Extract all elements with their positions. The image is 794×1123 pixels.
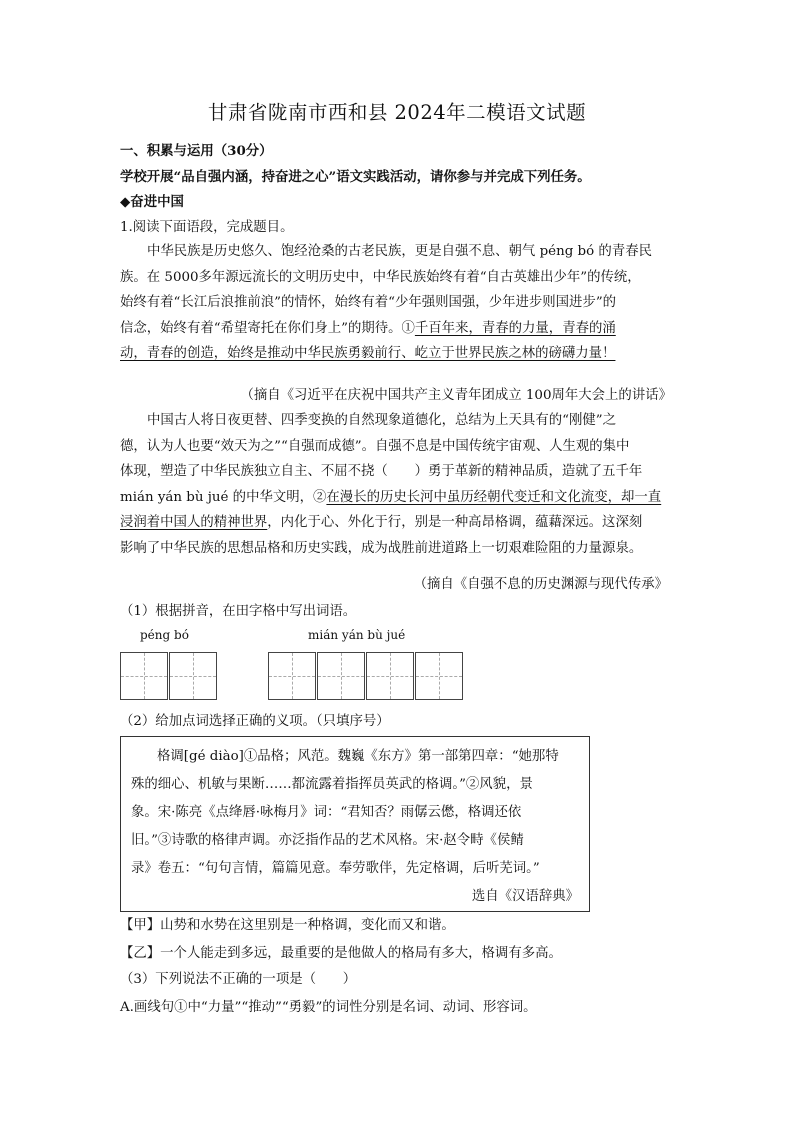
dictionary-box xyxy=(120,736,590,912)
section-intro: 学校开展“品自强内涵，持奋进之心”语文实践活动，请你参与并完成下列任务。 xyxy=(120,169,591,185)
passage-1-text: 信念，始终有着“希望寄托在你们身上”的期待。① xyxy=(120,320,415,336)
passage-2 xyxy=(120,408,668,561)
page-title: 甘肃省陇南市西和县 2024年二模语文试题 xyxy=(207,101,587,124)
passage-1-line: 中华民族是历史悠久、饱经沧桑的古老民族，更是自强不息、朝气 péng bó 的青春民 xyxy=(147,244,652,259)
passage-2-source: （摘自《自强不息的历史渊源与现代传承》 xyxy=(413,577,668,592)
underlined-sentence-2-cont: 浸润着中国人的精神世界 xyxy=(120,515,268,530)
question-1-3-stem: （3）下列说法不正确的一项是（ ） xyxy=(120,972,357,987)
answer-grid-cell[interactable] xyxy=(268,652,316,700)
dictionary-line: 殊的细心、机敏与果断……都流露着指挥员英武的格调。”②风貌，景 xyxy=(131,777,533,792)
passage-1-line: 族。在 5000多年源远流长的文明历史中，中华民族始终有着“自古英雄出少年”的传统， xyxy=(120,269,641,285)
pinyin-b: mián yán bù jué xyxy=(308,628,406,642)
passage-2-line: 体现，塑造了中华民族独立自主、不屈不挠（ ）勇于革新的精神品质，造就了五千年 xyxy=(120,464,643,479)
passage-2-line xyxy=(120,510,668,536)
dictionary-line: 旧。”③诗歌的格律声调。亦泛指作品的艺术风格。宋·赵令畤《侯鲭 xyxy=(131,833,524,848)
option-a: A.画线句①中“力量”“推动”“勇毅”的词性分别是名词、动词、形容词。 xyxy=(120,1000,537,1015)
dictionary-line: 格调[gé diào]①品格；风范。魏巍《东方》第一部第四章：“她那特 xyxy=(157,749,559,764)
passage-2-line: 德，认为人也要“效天为之”“自强而成德”。自强不息是中国传统宇宙观、人生观的集中 xyxy=(120,438,630,454)
passage-2-text: mián yán bù jué 的中华文明，② xyxy=(120,489,327,505)
subsection-heading: ◆奋进中国 xyxy=(120,194,184,210)
underlined-sentence-1-cont: 动，青春的创造，始终是推动中华民族勇毅前行、屹立于世界民族之林的磅礴力量！ xyxy=(120,346,616,361)
passage-2-line: 影响了中华民族的思想品格和历史实践，成为战胜前进道路上一切艰难险阻的力量源泉。 xyxy=(120,540,643,556)
passage-1-line xyxy=(120,341,668,367)
question-1-stem: 1.阅读下面语段，完成题目。 xyxy=(120,220,294,235)
underlined-sentence-1: 千百年来，青春的力量，青春的涌 xyxy=(414,320,616,336)
answer-grid-cell[interactable] xyxy=(317,652,365,700)
answer-grid-cell[interactable] xyxy=(169,652,217,700)
dictionary-line: 录》卷五：“句句言情，篇篇见意。奉劳歌伴，先定格调，后听芜词。” xyxy=(131,861,540,876)
dictionary-source: 选自《汉语辞典》 xyxy=(471,889,579,904)
passage-1-line: 始终有着“长江后浪推前浪”的情怀，始终有着“少年强则国强，少年进步则国进步”的 xyxy=(120,295,617,310)
passage-2-line: 中国古人将日夜更替、四季变换的自然现象道德化，总结为上天具有的“刚健”之 xyxy=(147,413,616,428)
passage-1-source: （摘自《习近平在庆祝中国共产主义青年团成立 100周年大会上的讲话》 xyxy=(240,388,672,403)
question-1-1-stem: （1）根据拼音，在田字格中写出词语。 xyxy=(120,604,357,619)
pinyin-a: péng bó xyxy=(140,628,189,642)
underlined-sentence-2: 在漫长的历史长河中虽历经朝代变迁和文化流变，却一直 xyxy=(326,489,662,505)
answer-grid-cell[interactable] xyxy=(120,652,168,700)
answer-grid-cell[interactable] xyxy=(366,652,414,700)
passage-1-line xyxy=(120,316,668,342)
passage-2-line xyxy=(120,485,668,511)
example-yi: 【乙】一个人能走到多远，最重要的是他做人的格局有多大，格调有多高。 xyxy=(120,946,562,961)
answer-grid-cell[interactable] xyxy=(415,652,463,700)
section-heading: 一、积累与运用（30分） xyxy=(120,143,273,159)
passage-2-text: ，内化于心、外化于行，别是一种高昂格调，蕴藉深远。这深刻 xyxy=(267,515,643,530)
dictionary-line: 象。宋·陈亮《点绛唇·咏梅月》词：“君知否？雨僝云僽，格调还依 xyxy=(131,805,522,820)
example-jia: 【甲】山势和水势在这里别是一种格调，变化而又和谐。 xyxy=(120,918,455,933)
passage-1 xyxy=(120,239,668,367)
question-1-2-stem: （2）给加点词选择正确的义项。（只填序号） xyxy=(120,714,390,729)
